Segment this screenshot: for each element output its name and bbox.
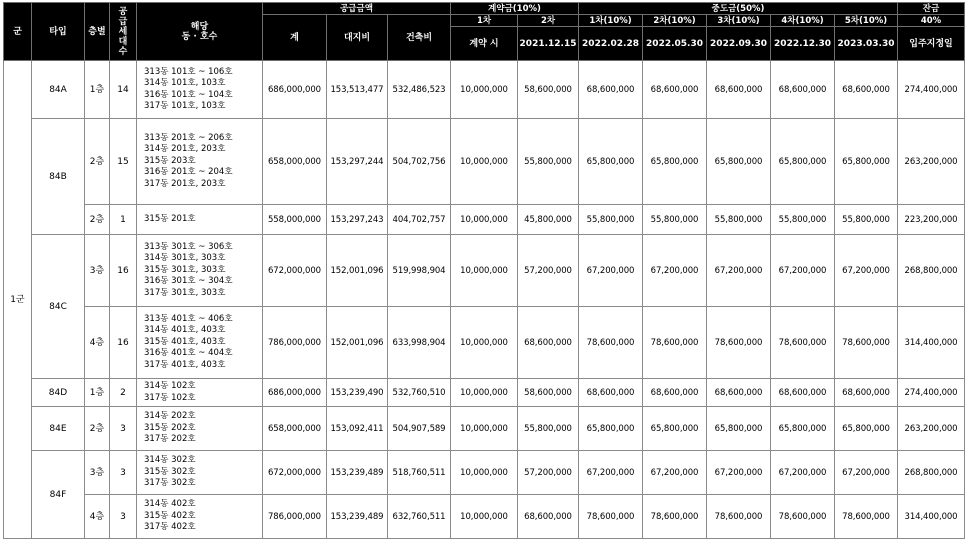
total-cell: 686,000,000 (263, 379, 327, 407)
m4-cell: 78,600,000 (771, 495, 835, 539)
total-cell: 786,000,000 (263, 307, 327, 379)
m2-cell: 67,200,000 (643, 451, 707, 495)
total-cell: 658,000,000 (263, 119, 327, 205)
table-row (4, 379, 965, 407)
dep2-cell: 55,800,000 (518, 407, 579, 451)
land-cell: 153,513,477 (327, 61, 388, 119)
floor-cell: 1층 (85, 61, 110, 119)
m3-cell: 67,200,000 (707, 451, 771, 495)
m1-cell: 68,600,000 (579, 61, 643, 119)
dep2-cell: 57,200,000 (518, 235, 579, 307)
m5-cell: 55,800,000 (835, 205, 898, 235)
header-deposit-1: 1차 (451, 15, 518, 27)
m3-cell: 65,800,000 (707, 407, 771, 451)
total-cell: 672,000,000 (263, 235, 327, 307)
m5-cell: 68,600,000 (835, 379, 898, 407)
m5-cell: 78,600,000 (835, 495, 898, 539)
unit-line: 313동 201호 ~ 206호 (144, 132, 233, 143)
unit-line: 313동 301호 ~ 306호 (144, 241, 233, 252)
unit-line: 317동 102호 (144, 392, 196, 403)
unit-count-cell: 16 (110, 235, 137, 307)
header-deposit-1-date: 계약 시 (451, 27, 518, 61)
balance-cell: 314,400,000 (898, 495, 965, 539)
m2-cell: 55,800,000 (643, 205, 707, 235)
table-row (4, 495, 965, 539)
building-cell: 633,998,904 (388, 307, 451, 379)
m3-cell: 78,600,000 (707, 307, 771, 379)
price-table-container (3, 2, 965, 539)
header-middle-group: 중도금(50%) (579, 3, 898, 15)
header-middle-3: 3차(10%) (707, 15, 771, 27)
m3-cell: 68,600,000 (707, 379, 771, 407)
m2-cell: 68,600,000 (643, 379, 707, 407)
table-row (4, 407, 965, 451)
unit-line: 317동 202호 (144, 434, 196, 445)
building-cell: 532,760,510 (388, 379, 451, 407)
land-cell: 152,001,096 (327, 307, 388, 379)
building-cell: 519,998,904 (388, 235, 451, 307)
balance-cell: 268,800,000 (898, 451, 965, 495)
header-type: 타입 (32, 3, 85, 61)
header-middle-2-date: 2022.05.30 (643, 27, 707, 61)
unit-line: 317동 101호, 103호 (144, 101, 226, 111)
header-middle-1-date: 2022.02.28 (579, 27, 643, 61)
dep1-cell: 10,000,000 (451, 407, 518, 451)
land-cell: 153,239,489 (327, 451, 388, 495)
header-group: 군 (4, 3, 32, 61)
dep1-cell: 10,000,000 (451, 495, 518, 539)
unit-line: 315동 302호 (144, 466, 196, 477)
dep1-cell: 10,000,000 (451, 235, 518, 307)
header-deposit-group: 계약금(10%) (451, 3, 579, 15)
building-cell: 504,907,589 (388, 407, 451, 451)
header-land: 대지비 (327, 15, 388, 61)
m2-cell: 65,800,000 (643, 407, 707, 451)
table-header (4, 3, 965, 61)
floor-cell: 4층 (85, 495, 110, 539)
supply-units-char: 대 (118, 36, 128, 47)
m2-cell: 78,600,000 (643, 495, 707, 539)
total-cell: 686,000,000 (263, 61, 327, 119)
floor-cell: 2층 (85, 407, 110, 451)
header-balance-date: 입주지정일 (898, 27, 965, 61)
m1-cell: 65,800,000 (579, 407, 643, 451)
unit-line: 315동 203호 (144, 155, 196, 166)
dep2-cell: 57,200,000 (518, 451, 579, 495)
m5-cell: 68,600,000 (835, 61, 898, 119)
supply-units-char: 수 (118, 46, 128, 57)
m1-cell: 65,800,000 (579, 119, 643, 205)
m2-cell: 68,600,000 (643, 61, 707, 119)
m4-cell: 78,600,000 (771, 307, 835, 379)
header-total: 계 (263, 15, 327, 61)
m1-cell: 55,800,000 (579, 205, 643, 235)
table-row (4, 307, 965, 379)
unit-count-cell: 1 (110, 205, 137, 235)
header-supply-units (110, 3, 137, 61)
unit-line: 317동 301호, 303호 (144, 287, 226, 298)
supply-units-char: 세 (118, 26, 128, 37)
dep2-cell: 68,600,000 (518, 307, 579, 379)
units-cell (137, 451, 263, 495)
m5-cell: 67,200,000 (835, 451, 898, 495)
header-middle-5: 5차(10%) (835, 15, 898, 27)
unit-line: 313동 401호 ~ 406호 (144, 313, 233, 324)
dep1-cell: 10,000,000 (451, 307, 518, 379)
unit-count-cell: 3 (110, 451, 137, 495)
dep1-cell: 10,000,000 (451, 61, 518, 119)
unit-line: 316동 401호 ~ 404호 (144, 348, 233, 359)
table-row (4, 61, 965, 119)
total-cell: 558,000,000 (263, 205, 327, 235)
header-deposit-2: 2차 (518, 15, 579, 27)
unit-count-cell: 3 (110, 407, 137, 451)
unit-line: 316동 201호 ~ 204호 (144, 167, 233, 178)
header-middle-3-date: 2022.09.30 (707, 27, 771, 61)
m5-cell: 78,600,000 (835, 307, 898, 379)
unit-line: 314동 101호, 103호 (144, 78, 226, 88)
supply-units-char: 급 (118, 16, 128, 27)
header-balance-group: 잔금 (898, 3, 965, 15)
m4-cell: 68,600,000 (771, 379, 835, 407)
unit-line: 314동 102호 (144, 381, 196, 391)
balance-cell: 263,200,000 (898, 407, 965, 451)
balance-cell: 274,400,000 (898, 379, 965, 407)
m5-cell: 67,200,000 (835, 235, 898, 307)
unit-line: 317동 302호 (144, 478, 196, 489)
total-cell: 786,000,000 (263, 495, 327, 539)
dep1-cell: 10,000,000 (451, 379, 518, 407)
unit-line: 317동 201호, 203호 (144, 178, 226, 189)
m1-cell: 67,200,000 (579, 451, 643, 495)
m1-cell: 67,200,000 (579, 235, 643, 307)
land-cell: 153,297,244 (327, 119, 388, 205)
unit-line: 316동 101호 ~ 104호 (144, 89, 233, 100)
header-floor: 층별 (85, 3, 110, 61)
dep2-cell: 58,600,000 (518, 61, 579, 119)
unit-count-cell: 15 (110, 119, 137, 205)
dep1-cell: 10,000,000 (451, 451, 518, 495)
m3-cell: 65,800,000 (707, 119, 771, 205)
m4-cell: 67,200,000 (771, 451, 835, 495)
type-cell: 84D (32, 379, 85, 407)
unit-line: 315동 201호 (144, 213, 196, 224)
header-middle-1: 1차(10%) (579, 15, 643, 27)
header-middle-4: 4차(10%) (771, 15, 835, 27)
balance-cell: 268,800,000 (898, 235, 965, 307)
units-cell (137, 495, 263, 539)
land-cell: 153,239,489 (327, 495, 388, 539)
floor-cell: 3층 (85, 235, 110, 307)
units-cell (137, 307, 263, 379)
building-cell: 518,760,511 (388, 451, 451, 495)
units-cell (137, 407, 263, 451)
unit-line: 315동 301호, 303호 (144, 264, 226, 275)
m4-cell: 65,800,000 (771, 407, 835, 451)
floor-cell: 2층 (85, 119, 110, 205)
balance-cell: 223,200,000 (898, 205, 965, 235)
unit-line: 314동 302호 (144, 455, 196, 466)
m3-cell: 55,800,000 (707, 205, 771, 235)
m2-cell: 67,200,000 (643, 235, 707, 307)
units-cell (137, 119, 263, 205)
m5-cell: 65,800,000 (835, 119, 898, 205)
table-row (4, 451, 965, 495)
type-cell: 84F (32, 451, 85, 539)
unit-line: 314동 301호, 303호 (144, 253, 226, 264)
balance-cell: 314,400,000 (898, 307, 965, 379)
header-middle-5-date: 2023.03.30 (835, 27, 898, 61)
building-cell: 532,486,523 (388, 61, 451, 119)
type-cell: 84A (32, 61, 85, 119)
land-cell: 152,001,096 (327, 235, 388, 307)
units-cell (137, 235, 263, 307)
table-row (4, 235, 965, 307)
m4-cell: 65,800,000 (771, 119, 835, 205)
dep2-cell: 68,600,000 (518, 495, 579, 539)
unit-line: 314동 401호, 403호 (144, 325, 226, 336)
table-row (4, 205, 965, 235)
floor-cell: 2층 (85, 205, 110, 235)
building-cell: 632,760,511 (388, 495, 451, 539)
unit-line: 314동 402호 (144, 499, 196, 510)
unit-line: 315동 402호 (144, 510, 196, 521)
m1-cell: 78,600,000 (579, 307, 643, 379)
m4-cell: 68,600,000 (771, 61, 835, 119)
land-cell: 153,092,411 (327, 407, 388, 451)
unit-line: 317동 401호, 403호 (144, 359, 226, 370)
header-deposit-2-date: 2021.12.15 (518, 27, 579, 61)
header-middle-4-date: 2022.12.30 (771, 27, 835, 61)
dep2-cell: 55,800,000 (518, 119, 579, 205)
land-cell: 153,297,243 (327, 205, 388, 235)
unit-line: 314동 202호 (144, 411, 196, 422)
total-cell: 658,000,000 (263, 407, 327, 451)
unit-line: 313동 101호 ~ 106호 (144, 66, 233, 77)
unit-line: 317동 402호 (144, 522, 196, 533)
floor-cell: 1층 (85, 379, 110, 407)
land-cell: 153,239,490 (327, 379, 388, 407)
dep1-cell: 10,000,000 (451, 205, 518, 235)
unit-count-cell: 2 (110, 379, 137, 407)
floor-cell: 4층 (85, 307, 110, 379)
building-cell: 504,702,756 (388, 119, 451, 205)
type-cell: 84C (32, 235, 85, 379)
m4-cell: 55,800,000 (771, 205, 835, 235)
supply-units-char: 공 (118, 6, 128, 17)
balance-cell: 263,200,000 (898, 119, 965, 205)
type-cell: 84E (32, 407, 85, 451)
unit-line: 314동 201호, 203호 (144, 144, 226, 155)
m1-cell: 78,600,000 (579, 495, 643, 539)
m2-cell: 78,600,000 (643, 307, 707, 379)
building-cell: 404,702,757 (388, 205, 451, 235)
units-cell (137, 379, 263, 407)
units-cell (137, 205, 263, 235)
m1-cell: 68,600,000 (579, 379, 643, 407)
unit-line: 316동 301호 ~ 304호 (144, 276, 233, 287)
m3-cell: 67,200,000 (707, 235, 771, 307)
supply-price-table (3, 2, 965, 539)
total-cell: 672,000,000 (263, 451, 327, 495)
m3-cell: 78,600,000 (707, 495, 771, 539)
m4-cell: 67,200,000 (771, 235, 835, 307)
unit-line: 315동 401호, 403호 (144, 336, 226, 347)
header-middle-2: 2차(10%) (643, 15, 707, 27)
header-units: 해당 동 · 호수 (137, 3, 263, 61)
unit-count-cell: 16 (110, 307, 137, 379)
table-body (4, 61, 965, 539)
floor-cell: 3층 (85, 451, 110, 495)
balance-cell: 274,400,000 (898, 61, 965, 119)
unit-line: 315동 202호 (144, 422, 196, 433)
dep1-cell: 10,000,000 (451, 119, 518, 205)
m5-cell: 65,800,000 (835, 407, 898, 451)
dep2-cell: 45,800,000 (518, 205, 579, 235)
header-price-group: 공급금액 (263, 3, 451, 15)
table-row (4, 119, 965, 205)
type-cell: 84B (32, 119, 85, 235)
dep2-cell: 58,600,000 (518, 379, 579, 407)
units-cell (137, 61, 263, 119)
m3-cell: 68,600,000 (707, 61, 771, 119)
unit-count-cell: 14 (110, 61, 137, 119)
m2-cell: 65,800,000 (643, 119, 707, 205)
unit-count-cell: 3 (110, 495, 137, 539)
group-cell: 1군 (4, 61, 32, 539)
header-building: 건축비 (388, 15, 451, 61)
header-balance-pct: 40% (898, 15, 965, 27)
